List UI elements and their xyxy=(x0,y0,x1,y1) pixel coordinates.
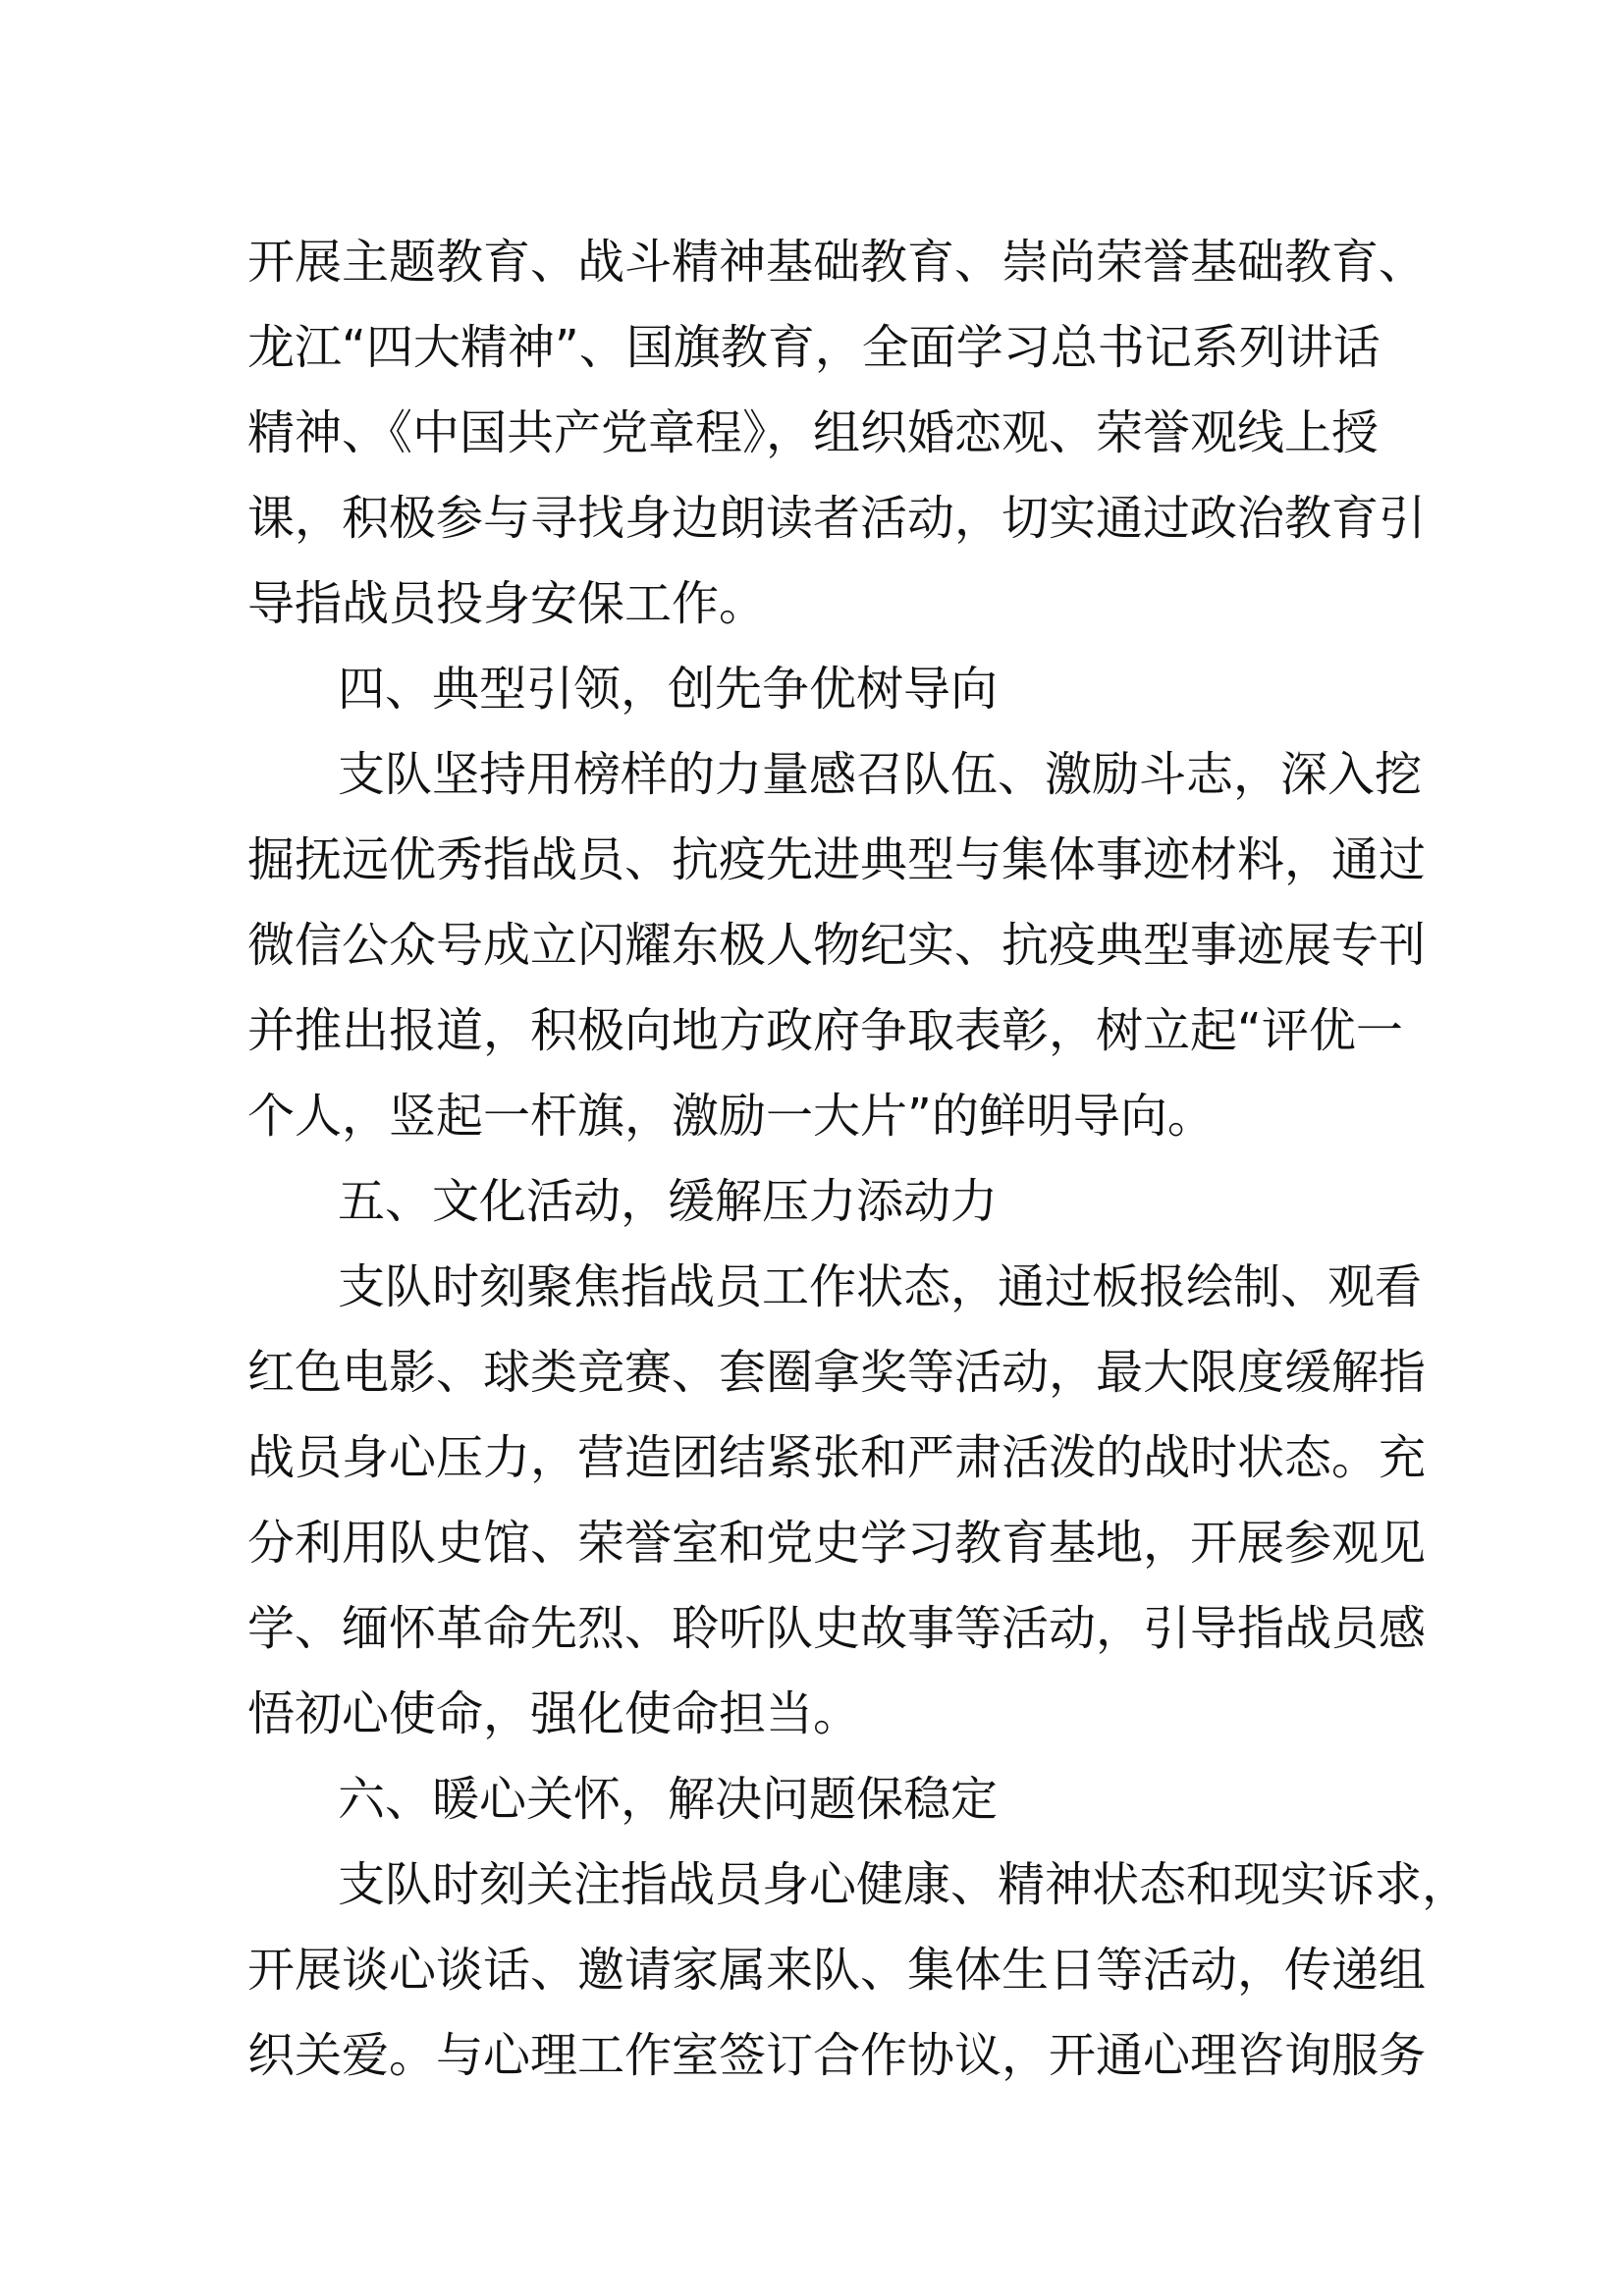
text-line: 分利用队史馆、荣誉室和党史学习教育基地，开展参观见 xyxy=(247,1516,1427,1571)
section-heading: 五、文化活动，缓解压力添动力 xyxy=(338,1174,999,1229)
document-body xyxy=(247,220,1470,2099)
text-line: 支队坚持用榜样的力量感召队伍、激励斗志，深入挖 xyxy=(338,747,1423,802)
text-line: 并推出报道，积极向地方政府争取表彰，树立起“评优一 xyxy=(247,1003,1403,1058)
text-line: 精神、《中国共产党章程》，组织婚恋观、荣誉观线上授 xyxy=(247,405,1380,460)
text-line: 导指战员投身安保工作。 xyxy=(247,576,767,631)
text-line: 龙江“四大精神”、国旗教育，全面学习总书记系列讲话 xyxy=(247,320,1380,375)
text-line: 战员身心压力，营造团结紧张和严肃活泼的战时状态。充 xyxy=(247,1430,1427,1485)
text-line: 红色电影、球类竞赛、套圈拿奖等活动，最大限度缓解指 xyxy=(247,1345,1427,1400)
text-line: 个人，竖起一杆旗，激励一大片”的鲜明导向。 xyxy=(247,1089,1215,1144)
text-line: 学、缅怀革命先烈、聆听队史故事等活动，引导指战员感 xyxy=(247,1601,1427,1656)
text-line: 开展主题教育、战斗精神基础教育、崇尚荣誉基础教育、 xyxy=(247,235,1427,290)
text-line: 开展谈心谈话、邀请家属来队、集体生日等活动，传递组 xyxy=(247,1943,1427,1998)
text-line: 课，积极参与寻找身边朗读者活动，切实通过政治教育引 xyxy=(247,491,1427,546)
text-line: 支队时刻聚焦指战员工作状态，通过板报绘制、观看 xyxy=(338,1259,1423,1314)
text-line: 织关爱。与心理工作室签订合作协议，开通心理咨询服务 xyxy=(247,2028,1427,2083)
text-line: 掘抚远优秀指战员、抗疫先进典型与集体事迹材料，通过 xyxy=(247,832,1427,887)
section-heading: 四、典型引领，创先争优树导向 xyxy=(338,662,999,717)
text-line: 支队时刻关注指战员身心健康、精神状态和现实诉求， xyxy=(338,1857,1470,1912)
text-line: 悟初心使命，强化使命担当。 xyxy=(247,1686,861,1741)
section-heading: 六、暖心关怀，解决问题保稳定 xyxy=(338,1772,999,1827)
text-line: 微信公众号成立闪耀东极人物纪实、抗疫典型事迹展专刊 xyxy=(247,918,1427,973)
